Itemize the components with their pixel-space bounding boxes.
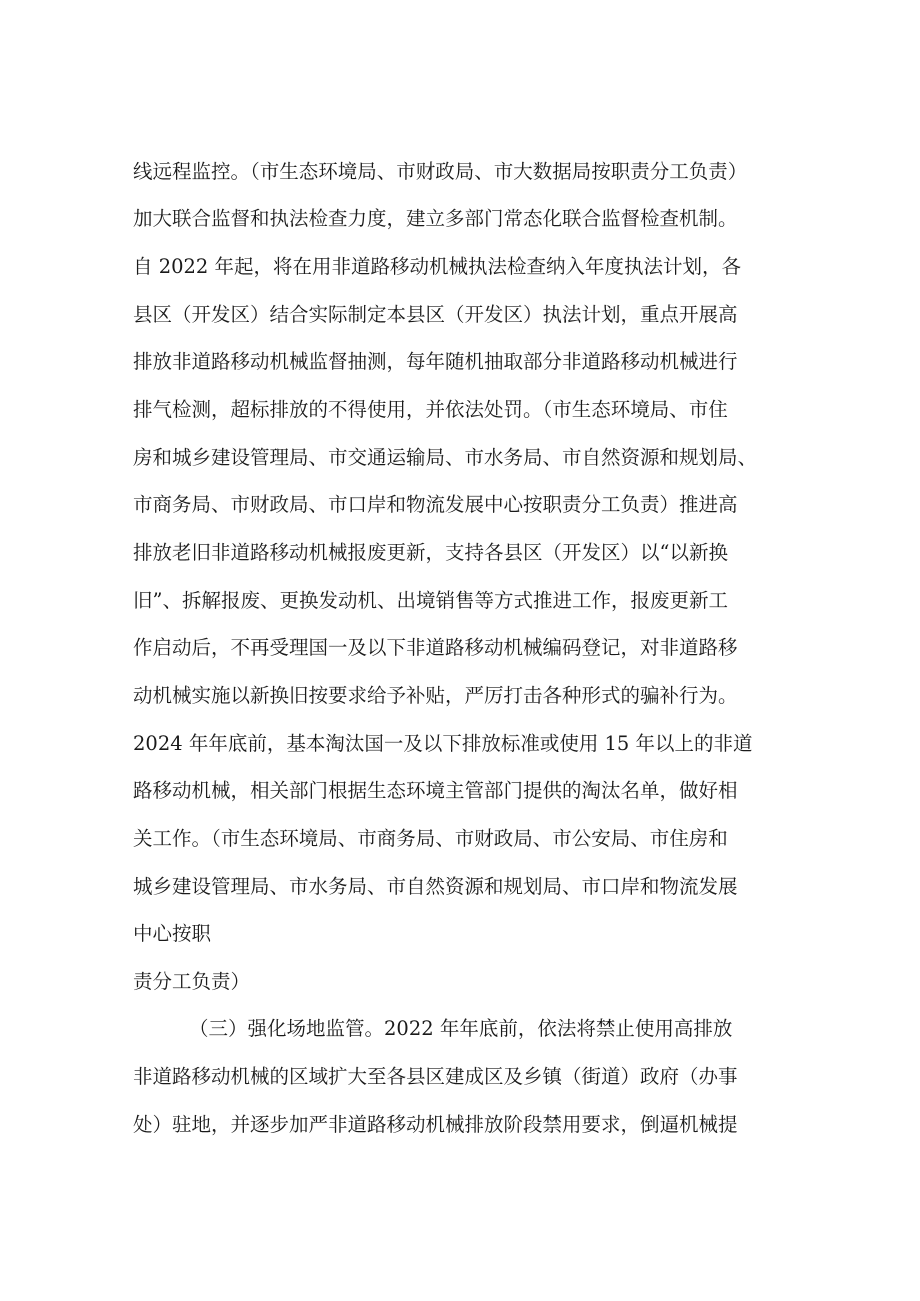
text-line: 线远程监控。（市生态环境局、市财政局、市大数据局按职责分工负责） xyxy=(133,160,748,183)
section-heading-line: （三）强化场地监管。2022 年年底前，依法将禁止使用高排放 xyxy=(189,1017,733,1040)
text-line: 动机械实施以新换旧按要求给予补贴，严厉打击各种形式的骗补行为。 xyxy=(133,684,738,707)
text-line: 房和城乡建设管理局、市交通运输局、市水务局、市自然资源和规划局、 xyxy=(133,446,758,469)
text-line: 加大联合监督和执法检查力度，建立多部门常态化联合监督检查机制。 xyxy=(133,207,738,230)
text-line: 县区（开发区）结合实际制定本县区（开发区）执法计划，重点开展高 xyxy=(133,303,738,326)
text-line: 作启动后，不再受理国一及以下非道路移动机械编码登记，对非道路移 xyxy=(133,636,738,659)
text-line: 关工作。（市生态环境局、市商务局、市财政局、市公安局、市住房和 xyxy=(133,827,728,850)
text-line: 路移动机械，相关部门根据生态环境主管部门提供的淘汰名单，做好相 xyxy=(133,779,738,802)
text-line: 中心按职 xyxy=(133,922,212,945)
text-line: 旧”、拆解报废、更换发动机、出境销售等方式推进工作，报废更新工 xyxy=(133,589,728,612)
text-line: 排气检测，超标排放的不得使用，并依法处罚。（市生态环境局、市住 xyxy=(133,398,728,421)
text-line: 非道路移动机械的区域扩大至各县区建成区及乡镇（街道）政府（办事 xyxy=(133,1065,738,1088)
text-line: 自 2022 年起，将在用非道路移动机械执法检查纳入年度执法计划，各 xyxy=(133,255,742,278)
text-line: 市商务局、市财政局、市口岸和物流发展中心按职责分工负责）推进高 xyxy=(133,493,738,516)
text-line: 处）驻地，并逐步加严非道路移动机械排放阶段禁用要求，倒逼机械提 xyxy=(133,1113,738,1136)
text-line: 责分工负责） xyxy=(133,970,251,993)
text-line: 排放非道路移动机械监督抽测，每年随机抽取部分非道路移动机械进行 xyxy=(133,350,738,373)
text-line: 城乡建设管理局、市水务局、市自然资源和规划局、市口岸和物流发展 xyxy=(133,875,738,898)
text-line: 2024 年年底前，基本淘汰国一及以下排放标准或使用 15 年以上的非道 xyxy=(133,732,753,755)
text-line: 排放老旧非道路移动机械报废更新，支持各县区（开发区）以“以新换 xyxy=(133,541,728,564)
